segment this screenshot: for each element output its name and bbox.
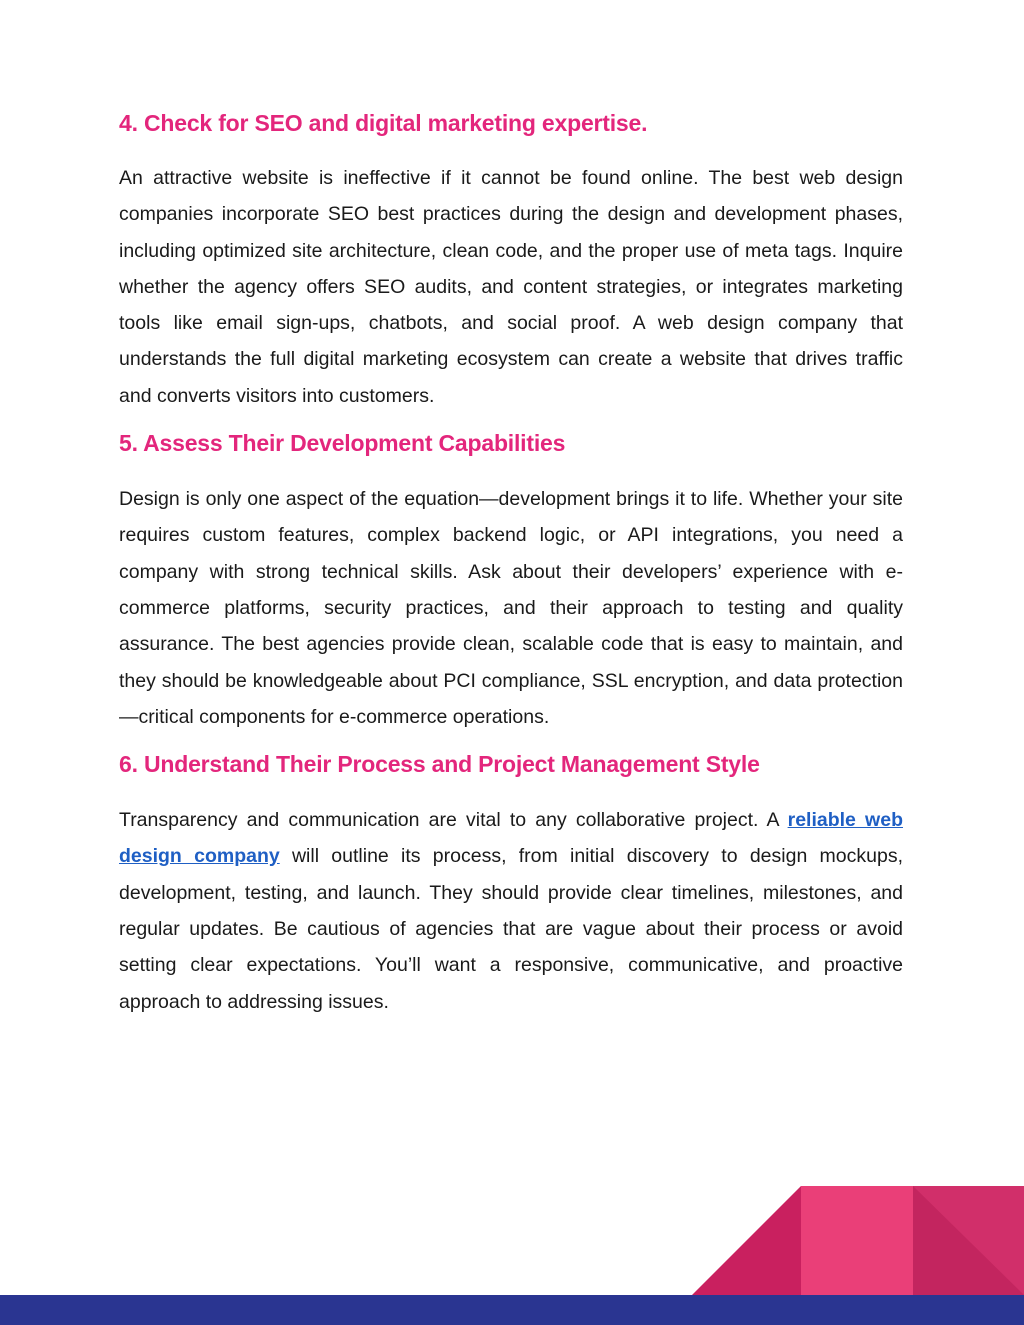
document-body <box>119 100 903 1020</box>
footer-bar <box>0 1295 1024 1325</box>
section-6-heading: 6. Understand Their Process and Project Management Style <box>119 751 760 778</box>
section-6-text-after-link: will outline its process, from initial discovery to design mockups, development, testing, and launch. They should provide clear timelines, milestones, and regular updates. Be cautious of agencies that are vague about their process or avoid setting clear expectations. You’ll want a responsive, communicative, and proactive approach to addressing issues. <box>119 845 903 1013</box>
section-6-text-before-link: Transparency and communication are vital to any collaborative project. A <box>119 809 788 832</box>
pink-triangle-shape <box>692 1186 801 1295</box>
section-4-heading: 4. Check for SEO and digital marketing expertise. <box>119 110 648 136</box>
reliable-web-design-company-link[interactable]: reliable web design company <box>119 809 903 868</box>
section-4-paragraph: An attractive website is ineffective if it cannot be found online. The best web design companies incorporate SEO best practices during the design and development phases, including optimized site architecture, clean code, and the proper use of meta tags. Inquire whether the agency offers SEO audits, and content strategies, or integrates marketing tools like email sign-ups, chatbots, and social proof. A web design company that understands the full digital marketing ecosystem can create a website that drives traffic and converts visitors into customers. <box>119 167 903 407</box>
section-5-paragraph: Design is only one aspect of the equation—development brings it to life. Whether your site requires custom features, complex backend logic, or API integrations, you need a company with strong technical skills. Ask about their developers’ experience with e-commerce platforms, security practices, and their approach to testing and quality assurance. The best agencies provide clean, scalable code that is easy to maintain, and they should be knowledgeable about PCI compliance, SSL encryption, and data protection—critical components for e-commerce operations. <box>119 488 903 728</box>
section-5-heading: 5. Assess Their Development Capabilities <box>119 430 566 457</box>
footer-decoration <box>0 1180 1024 1325</box>
section-6-paragraph <box>119 802 903 1020</box>
